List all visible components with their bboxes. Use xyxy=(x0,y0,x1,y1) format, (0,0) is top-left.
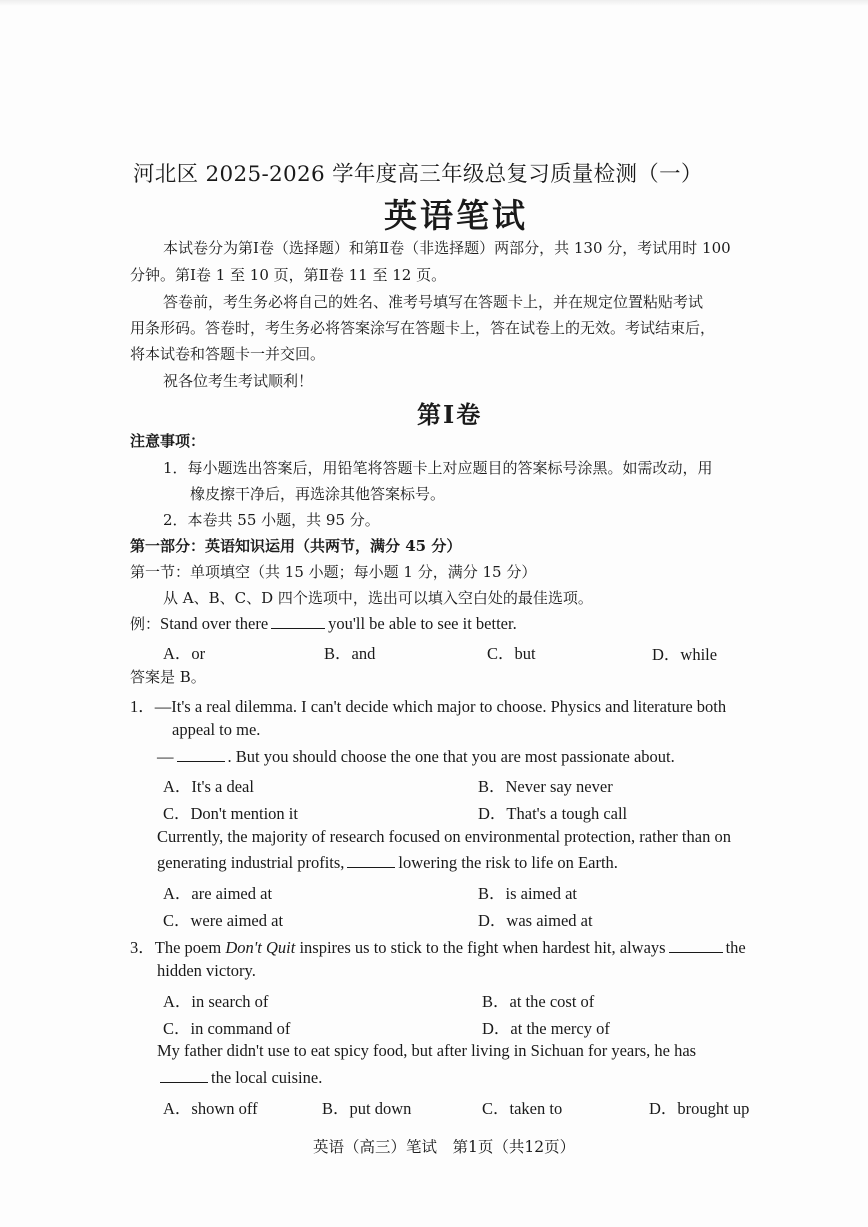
question-1-text: —It's a real dilemma. I can't decide which major to choose. Physics and literature both xyxy=(154,697,727,716)
volume-heading: 第Ⅰ卷 xyxy=(417,400,483,429)
intro-line-1: 本试卷分为第Ⅰ卷（选择题）和第Ⅱ卷（非选择题）两部分，共 130 分，考试用时 100 xyxy=(163,239,731,257)
question-1-option-a: A．It's a deal xyxy=(163,777,254,796)
question-1-stem-line-2: appeal to me. xyxy=(172,720,261,739)
scan-edge xyxy=(0,0,868,6)
question-number: 1． xyxy=(130,697,155,716)
answer-blank xyxy=(177,760,225,762)
question-3-option-a: A．in search of xyxy=(163,992,269,1011)
question-3-stem-line-2: hidden victory. xyxy=(157,961,256,980)
intro-wish: 祝各位考生考试顺利！ xyxy=(163,372,314,390)
question-4-option-d: D．brought up xyxy=(649,1099,750,1118)
question-1-reply xyxy=(157,747,675,767)
answer-blank xyxy=(669,951,723,953)
question-2-option-d: D．was aimed at xyxy=(478,911,593,930)
example-option-b: B．and xyxy=(324,644,376,663)
notes-title: 注意事项： xyxy=(130,432,206,450)
part-1-heading: 第一部分：英语知识运用（共两节，满分 45 分） xyxy=(130,537,462,555)
example-answer: 答案是 B。 xyxy=(130,668,206,686)
note-1-line-2: 橡皮擦干净后，再选涂其他答案标号。 xyxy=(190,485,446,503)
example-stem xyxy=(130,613,517,634)
answer-blank xyxy=(160,1081,208,1083)
example-stem-post: you'll be able to see it better. xyxy=(328,614,517,633)
question-4-option-a: A．shown off xyxy=(163,1099,258,1118)
question-3-stem-post: the xyxy=(725,938,746,957)
question-2-option-b: B．is aimed at xyxy=(478,884,577,903)
question-4-option-c: C．taken to xyxy=(482,1099,563,1118)
answer-blank xyxy=(347,866,395,868)
exam-title: 河北区 2025-2026 学年度高三年级总复习质量检测（一） xyxy=(133,162,703,187)
intro-line-4: 用条形码。答卷时，考生务必将答案涂写在答题卡上，答在试卷上的无效。考试结束后， xyxy=(130,319,716,337)
question-3-option-b: B．at the cost of xyxy=(482,992,595,1011)
exam-subtitle: 英语笔试 xyxy=(384,196,528,235)
question-4-stem-line-2 xyxy=(157,1068,322,1088)
intro-line-5: 将本试卷和答题卡一并交回。 xyxy=(130,345,326,363)
example-label: 例： xyxy=(130,617,161,633)
intro-line-2: 分钟。第Ⅰ卷 1 至 10 页，第Ⅱ卷 11 至 12 页。 xyxy=(130,266,447,284)
question-3-stem-pre: The poem xyxy=(154,938,222,957)
question-2-stem-post: lowering the risk to life on Earth. xyxy=(398,853,618,872)
page-footer: 英语（高三）笔试 第1页（共12页） xyxy=(313,1138,576,1156)
reply-text: . But you should choose the one that you are most passionate about. xyxy=(227,747,675,766)
example-stem-pre: Stand over there xyxy=(160,614,269,633)
question-2-stem-pre: generating industrial profits, xyxy=(157,853,345,872)
question-3-option-c: C．in command of xyxy=(163,1019,291,1038)
answer-blank xyxy=(271,627,325,629)
question-1-option-d: D．That's a tough call xyxy=(478,804,628,823)
reply-dash: — xyxy=(157,747,174,766)
section-1-heading: 第一节：单项填空（共 15 小题；每小题 1 分，满分 15 分） xyxy=(130,563,537,581)
note-1-line-1: 1．每小题选出答案后，用铅笔将答题卡上对应题目的答案标号涂黑。如需改动，用 xyxy=(163,459,713,477)
note-2: 2．本卷共 55 小题，共 95 分。 xyxy=(163,511,380,529)
example-option-c: C．but xyxy=(487,644,536,663)
question-number: 3． xyxy=(130,938,155,957)
question-2-option-c: C．were aimed at xyxy=(163,911,284,930)
question-3-stem-line-1 xyxy=(130,934,746,958)
poem-title: Don't Quit xyxy=(225,938,296,957)
question-3-option-d: D．at the mercy of xyxy=(482,1019,610,1038)
question-2-stem-line-2 xyxy=(157,853,618,873)
question-4-stem-line-1: My father didn't use to eat spicy food, but after living in Sichuan for years, he has xyxy=(157,1041,697,1060)
example-option-a: A．or xyxy=(163,644,206,663)
intro-line-3: 答卷前，考生务必将自己的姓名、准考号填写在答题卡上，并在规定位置粘贴考试 xyxy=(163,293,704,311)
question-1-option-b: B．Never say never xyxy=(478,777,613,796)
question-3-stem-mid: inspires us to stick to the fight when hardest hit, always xyxy=(299,938,666,957)
question-2-option-a: A．are aimed at xyxy=(163,884,273,903)
example-option-d: D．while xyxy=(652,645,718,664)
question-1-stem-line-1 xyxy=(130,693,726,717)
question-2-stem-line-1: Currently, the majority of research focused on environmental protection, rather than on xyxy=(157,827,731,846)
question-4-stem-post: the local cuisine. xyxy=(211,1068,323,1087)
section-instruction: 从 A、B、C、D 四个选项中，选出可以填入空白处的最佳选项。 xyxy=(163,589,593,607)
question-4-option-b: B．put down xyxy=(322,1099,412,1118)
question-1-option-c: C．Don't mention it xyxy=(163,804,298,823)
